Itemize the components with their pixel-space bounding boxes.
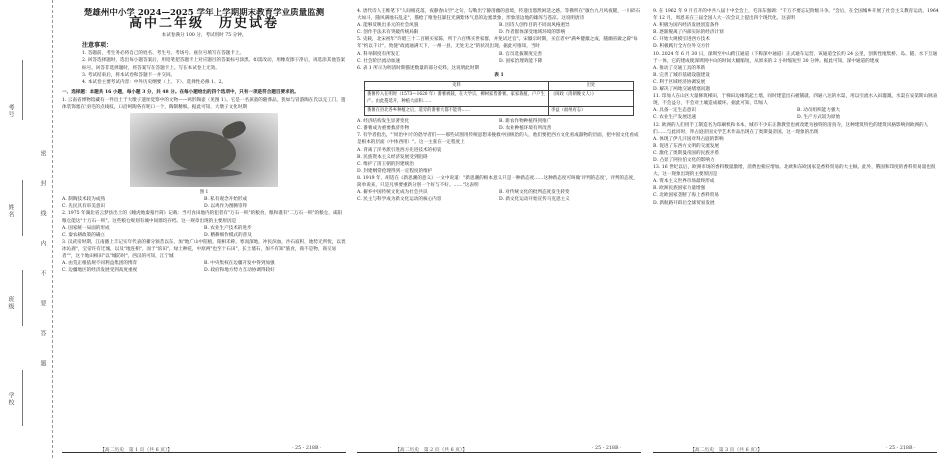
seal-char: 内: [39, 240, 46, 246]
option-a: A. 制陶技术较为成熟: [62, 197, 105, 203]
binding-field-name: 姓名: [7, 204, 14, 218]
option-a: A. 资本主义世界市场最终形成: [653, 179, 715, 185]
table-caption: 表 1: [494, 72, 504, 78]
question-10: 10. 2024 年 6 月 30 日，深圳至中山跨江通道（下称深中通道）正式通车运营，该通道全长约 24 公里，创新性地集桥、岛、隧、水下互通于一体，它的建成使深圳到中山的时间大幅缩短，从原来的 2 小时缩短至 30 分钟。据此可知，深中通道的建成: [653, 51, 938, 64]
options-row: [357, 58, 641, 65]
option-d: D. 以鸡作为图腾崇拜: [204, 204, 248, 210]
option-b: B. 欧洲民族国家力量增强: [653, 186, 706, 192]
table-cell: 李益（福州府志）: [549, 106, 634, 115]
option-d: D. 凸显了阿拉伯文化的影响力: [653, 157, 715, 163]
options-row: [357, 125, 641, 132]
option-c: C. 先民具有审美意识: [62, 204, 106, 210]
options-row: [357, 22, 641, 29]
option-c: C. 北欧国家垄断了海上香料贸易: [653, 193, 719, 199]
page-column-3: [653, 8, 941, 440]
option-c: C. 农业生产发展迅速: [653, 115, 697, 121]
seal-char: 题: [39, 360, 46, 366]
question-13: 13. 16 世纪以后，欧洲市场的香料数量激增，消费也相应增加。北欧和东欧国家是香料贸易的大主顾。此外，俄国和印度的香料贸易量也很大。这一现象出现的主要原因是: [653, 165, 936, 178]
question-8: 8. 1919 年，胡适在《新思潮的意义》一文中说道："新思潮的根本意义只是一种新态度……这种新态度可叫做'评判的态度'。评判的态度，简单说来，只是凡事要重新分别一个好与不好。……"这表明: [357, 175, 638, 188]
question-1: 1. 云南省博物馆藏有一件出土于大墩子遗址觉察中的文物——鸡形陶壶（见图 1）。它是一名孩童的随葬品，犹如与冒游陶在氏以完工门，遗体装饰塞在'羽毛的点线纹，口沿呵陶各有呢口一个，陶制精细。据此可知，大墩子文化时期: [62, 97, 346, 111]
option-a: A. 具备一定生态意识: [653, 108, 696, 114]
options-row: [62, 260, 346, 267]
option-b: B. 新农作物种植得到推广: [499, 119, 552, 125]
section-heading: 一、选择题：本题共 16 小题，每小题 3 分，共 48 分。在每小题给出的四个选项中，只有一项是符合题目要求的。: [62, 89, 299, 95]
question-7: 7. 有学者指出，"'同治中兴'的倡导者们——那些试图用传统思想来挽救中国统治的人，他们要把西方文化看成器物的层面，把中国文化看成是根本的层面（中体西用）"。这一主张在一定程度上: [357, 133, 639, 146]
seal-char: 线: [39, 210, 46, 216]
option-c: C. 边疆地区的经济发展受到高度重视: [62, 268, 138, 274]
option-b: B. 中央集权在边疆开发中得到加强: [204, 261, 275, 267]
figure-caption: 图 1: [199, 190, 209, 196]
seal-char: 答: [39, 330, 46, 336]
question-3: 3. 汉武帝时期，江南播上丰记实年代表的蓄分颁昔以东，加"地广山中陪植，阳相禾称，寒而深地，冲民滨血，沙石寂积，地势无所忧，以畏冰沁鹿"，宝帝许有迁城，以及"地连相"，而于"滨田"，绿土种花，中原两"也至十石田"，长土墙石，加不有知"旅食，商不是物，商交易者""，这个地田相田"以"城防时"，西汉的可知，江宁城: [62, 239, 346, 259]
options-row: [653, 107, 941, 114]
table-header-origin: 出处: [549, 81, 634, 90]
seal-char: 不: [39, 270, 46, 276]
note-item: 2. 回答选择题时，选出每小题答案后，用铅笔把答题卡上对应题目的答案标号涂黑。如需改动，用橡皮擦干净后，再选涂其他答案标号。回答非选择题时，将答案写在答题卡上。写在本试卷上无效。: [82, 58, 346, 71]
binding-field-class: 班级: [7, 296, 14, 310]
table-row: [365, 106, 634, 115]
exam-info: 本试卷满分 100 分，考试用时 75 分钟。: [161, 33, 247, 39]
binding-strip: [0, 0, 53, 458]
table-cell: 番薯在县北各乡种植之后，道旁的番薯大都不能得……: [365, 106, 549, 115]
option-c: C. 激化了奥斯曼帝国的民族矛盾: [653, 150, 719, 156]
footer-code-3: · 25 - 218B ·: [886, 446, 916, 451]
option-c: C. 番薯成为重要救济作物: [357, 126, 410, 132]
option-c: C. 维护了清王朝的封建统治: [357, 161, 414, 167]
question-11: 11. 印加人在山区大量修筑梯田，于梯田边缘筑起土墙，同时建造出石板铺就、四通八达的水渠，用以引流水入田灌溉。水渠在安第斯山脉表现，不会益分，不会对土壤造成破坏。据此可知，印加人: [653, 94, 938, 107]
source-table: [364, 81, 634, 116]
options-row: [357, 189, 641, 196]
option-b: B. 对传统文化的批判态度发生转变: [499, 190, 570, 196]
option-a: A. 科举制度有所发汇: [357, 51, 400, 57]
option-c: C. 创作手法未有突破传统局限: [357, 30, 419, 36]
footer-page-2: 【高二历史 第 2 页（共 6 页）】: [395, 448, 468, 453]
options-row: [357, 196, 641, 203]
artifact-photo: [130, 113, 278, 187]
question-12: 12. 欧洲的人们用手工制造名为印刷机和书本，城市不少东正教教堂也被改建为独特的清真寺，这种建筑特色的建筑风格影响到欧洲的人们……与此同时，拜占庭帝国文学艺术作品出现在了奥斯曼帝国。这一现象的出现: [653, 122, 929, 135]
binding-line: [22, 370, 23, 426]
table-cell: 《闽政（清朝晚文人）》: [549, 91, 634, 107]
option-b: B. 农业生产技术的进步: [204, 225, 252, 231]
note-item: 1. 答题前，考生务必将自己的姓名、考生号、考场号、座位号填写在答题卡上。: [82, 51, 245, 57]
options-row: [357, 118, 641, 125]
binding-line: [22, 60, 23, 120]
table-cell: 番薯传入在明时（1573—1620 年）番薯被载，在大学宗，柳树家皆番薯。家家栽植，户户生产。由此蔓延开，种植大面积……: [365, 91, 549, 107]
footer-code-1: · 25 - 218B ·: [292, 446, 322, 451]
options-row: [357, 51, 641, 58]
exam-header: 楚雄州中小学 2024—2025 学年上学期期末教育学业质量监测: [83, 8, 325, 18]
question-2: 2. 1975 年湖北省云梦县出土的《睡虎地秦墓竹简》记载：当可食田地内的犯者有"万石一积"的粮食，粮和谨有"二万石一积"的粮仓，咸阳粮仓能达"十万石一积"。这些粮仓规划有城中间墙均存档。这一规章出现的主要原因是: [62, 211, 343, 224]
table-row: [365, 91, 634, 107]
footer-code-2: · 25 - 218B ·: [592, 446, 622, 451]
option-a: A. 由荒正根依规不同利益集团的博弈: [62, 261, 138, 267]
option-c: C. 利于区域经济协调发展: [653, 79, 706, 85]
option-a: A. 摒弃中国传统文化成为社会共识: [357, 190, 428, 196]
options-row: [357, 29, 641, 36]
artifact-spout: [220, 119, 248, 142]
option-d: D. 精耕细作模式的普及: [204, 232, 252, 238]
option-d: D. 国家治理效能下降: [499, 58, 543, 64]
question-4: 4. 唐代诗人王维笔下"人间相花落，夜静春山空"之句，勾勒出宁静清幽的意境，传递出悠然闲适之感。等佛所在"敏台九月风夜暖，一川碎石大如斗，随风满地石乱走"，描绘了唯卷狂暴狂光满紫体气息的边塞景象，形象清边地的雄浑与苍凉。这说明唐诗: [357, 9, 641, 22]
option-a: A. 国家统一局面的形成: [62, 225, 110, 231]
options-row: [62, 225, 346, 232]
seal-char: 封: [39, 180, 46, 186]
options-row: [62, 232, 346, 239]
option-b: B. 完善了城市基础设施建设: [653, 72, 710, 78]
option-a: A. 推动了交通工具的革新: [653, 65, 706, 71]
options-row: [62, 196, 346, 203]
option-d: D. 政府和地方势力互动协调得较好: [204, 268, 275, 274]
exam-title: 高中二年级 历史试卷: [128, 16, 279, 32]
option-d: D. 封建纲常伦理得到一定程度的维护: [357, 168, 433, 174]
option-b: B. 因诗人创作目的不同而风格迥异: [499, 23, 570, 29]
option-d: D. 解决了两地交通堵塞问题: [653, 87, 710, 93]
option-c: C. 开始大规模引进西方技术: [653, 37, 710, 43]
question-6: 6. 表 1 所示为明清时期描述数量的部分史料。这说明此时期: [357, 65, 479, 71]
page-column-2: [357, 8, 641, 440]
option-b: B. 促进了东西方文明的交流发展: [653, 143, 720, 149]
footer-page-1: 【高二历史 第 1 页（共 6 页）】: [100, 448, 173, 453]
option-c: C. 社会阶层流动加速: [357, 58, 401, 64]
option-b: B. 私有观念开始形成: [204, 197, 248, 203]
option-d: D. 积极践行全方位外交方针: [653, 44, 710, 50]
binding-field-school: 学校: [7, 392, 14, 406]
question-5: 5. 史载，北宋初年"许昭三十二百朝买家陈，所于六百绑买世家群，并免试过官"。宋徽宗时期，买官者中"满乡健徽之成，随幽省做之辟"每年"约以千计"，致使"政流通满天下，一州一县，无处无之"的状况出现。据此可推知，当时: [357, 37, 638, 50]
binding-line: [22, 180, 23, 236]
question-9: 9. 在 1962 年 9 月召开的中共八届十中全会上，毛泽东强调："千万不要忘记阶级斗争。"会后，在全国城乡开展了社会主义教育运动。1964 年 12 月，周恩来在三届全国人大一次会议上提出四个现代化。这表明: [653, 9, 939, 22]
options-row: [62, 267, 346, 274]
option-a: A. 经济结构发生显著变化: [357, 119, 410, 125]
option-b: B. 官员选拔制度完善: [499, 51, 543, 57]
option-d: D. 生产方式较为原始: [797, 115, 841, 121]
options-row: [62, 203, 346, 210]
table-header-row: [365, 81, 634, 90]
option-c: C. 秦农耕政策的确立: [62, 232, 106, 238]
binding-line: [22, 270, 23, 326]
seal-char: 密: [39, 150, 46, 156]
option-b: B. 民族资本主义经济发展受到阻碍: [357, 154, 428, 160]
option-a: A. 背离了洋务派引进西方先进技术的初衷: [357, 147, 442, 153]
seal-char: 要: [39, 300, 46, 306]
option-d: D. 农业种植环境有所改善: [499, 126, 552, 132]
note-item: 4. 本试卷主要考试内容：中外历史纲要（上、下）、选择性必修 1、2。: [82, 79, 227, 85]
option-a: A. 体现了伊儿汗国对拜占庭的影响: [653, 136, 724, 142]
option-d: D. 新航路开辟后全球贸易发展: [653, 200, 715, 206]
note-item: 3. 考试结束后，将本试卷和答题卡一并交回。: [82, 72, 176, 78]
option-d: D. 新文化运动开始宣传马克思主义: [499, 197, 570, 203]
options-row: [653, 114, 941, 121]
page-column-1: [62, 8, 346, 440]
option-a: A. 积极为国内经济发展创造条件: [653, 23, 719, 29]
footer-page-3: 【高二历史 第 3 页（共 6 页）】: [690, 448, 763, 453]
notes-heading: 注意事项：: [82, 42, 113, 50]
option-b: B. 动员组织能力强大: [797, 108, 841, 114]
option-b: B. 逐渐脱离了内部实际的经济计划: [653, 30, 724, 36]
binding-field-exam-no: 考号: [7, 104, 14, 118]
option-a: A. 能够反映出多元的社会风貌: [357, 23, 419, 29]
option-d: D. 作者群体深受地域环境的影响: [499, 30, 566, 36]
option-c: C. 民主与科学成为新文化运动的核心内容: [357, 197, 442, 203]
table-header-source: 史料: [365, 81, 549, 90]
